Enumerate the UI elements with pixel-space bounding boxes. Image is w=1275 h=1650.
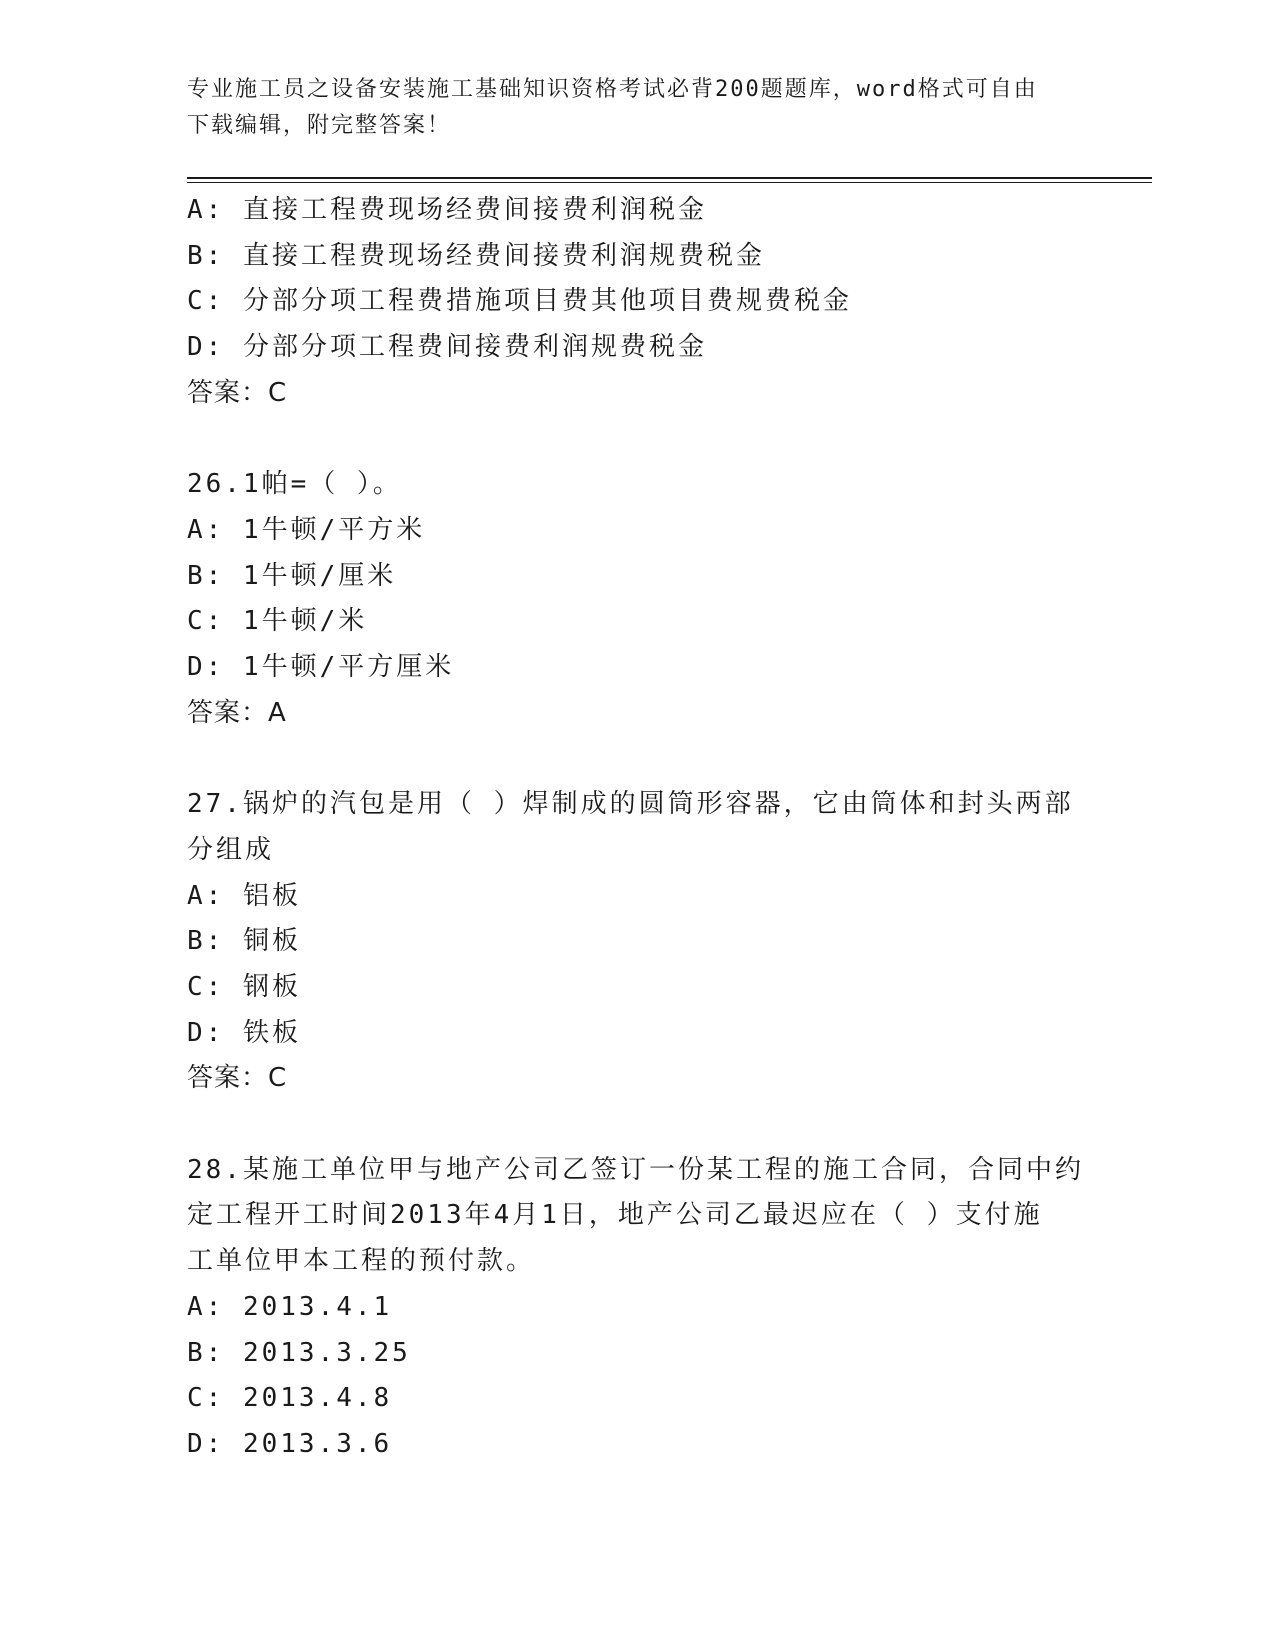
question-stem: 26.1帕=（ ）。 (187, 469, 402, 500)
question-25-continued (187, 188, 1087, 417)
option-a: A: 直接工程费现场经费间接费利润税金 (187, 195, 707, 225)
option-d: D: 2013.3.6 (187, 1428, 393, 1459)
option-d: D: 铁板 (187, 1017, 301, 1048)
option-b: B: 2013.3.25 (187, 1337, 411, 1368)
question-list (187, 188, 1087, 1468)
option-c: C: 2013.4.8 (187, 1383, 393, 1414)
option-c: C: 分部分项工程费措施项目费其他项目费规费税金 (187, 286, 852, 317)
question-26 (187, 462, 1087, 736)
option-a: A: 1牛顿/平方米 (187, 514, 426, 545)
option-c: C: 钢板 (187, 971, 301, 1002)
question-28 (187, 1148, 1087, 1468)
question-stem-line3: 工单位甲本工程的预付款。 (187, 1246, 536, 1277)
question-stem-line2: 定工程开工时间2013年4月1日，地产公司乙最迟应在（ ）支付施 (187, 1200, 1043, 1231)
option-b: B: 铜板 (187, 926, 301, 957)
question-stem-line2: 分组成 (187, 834, 275, 865)
option-a: A: 2013.4.1 (187, 1291, 393, 1322)
question-stem-line1: 28.某施工单位甲与地产公司乙签订一份某工程的施工合同，合同中约 (187, 1154, 1084, 1185)
answer: 答案：C (187, 377, 288, 408)
header-title-line1: 专业施工员之设备安装施工基础知识资格考试必背200题题库，word格式可自由 (187, 77, 1038, 102)
header-divider-thick (187, 177, 1152, 179)
answer: 答案：A (187, 697, 287, 728)
option-a: A: 铝板 (187, 880, 301, 911)
option-b: B: 直接工程费现场经费间接费利润规费税金 (187, 240, 765, 271)
spacer (187, 1102, 1087, 1148)
question-27 (187, 782, 1087, 1102)
question-stem-line1: 27.锅炉的汽包是用（ ）焊制成的圆筒形容器，它由筒体和封头两部 (187, 789, 1074, 820)
document-header (187, 72, 1087, 144)
option-b: B: 1牛顿/厘米 (187, 560, 397, 591)
option-d: D: 1牛顿/平方厘米 (187, 652, 455, 683)
spacer (187, 417, 1087, 463)
option-c: C: 1牛顿/米 (187, 606, 368, 637)
header-divider-thin (187, 182, 1152, 183)
answer: 答案：C (187, 1063, 288, 1094)
header-title-line2: 下载编辑，附完整答案！ (187, 113, 452, 138)
option-d: D: 分部分项工程费间接费利润规费税金 (187, 332, 707, 363)
spacer (187, 736, 1087, 782)
